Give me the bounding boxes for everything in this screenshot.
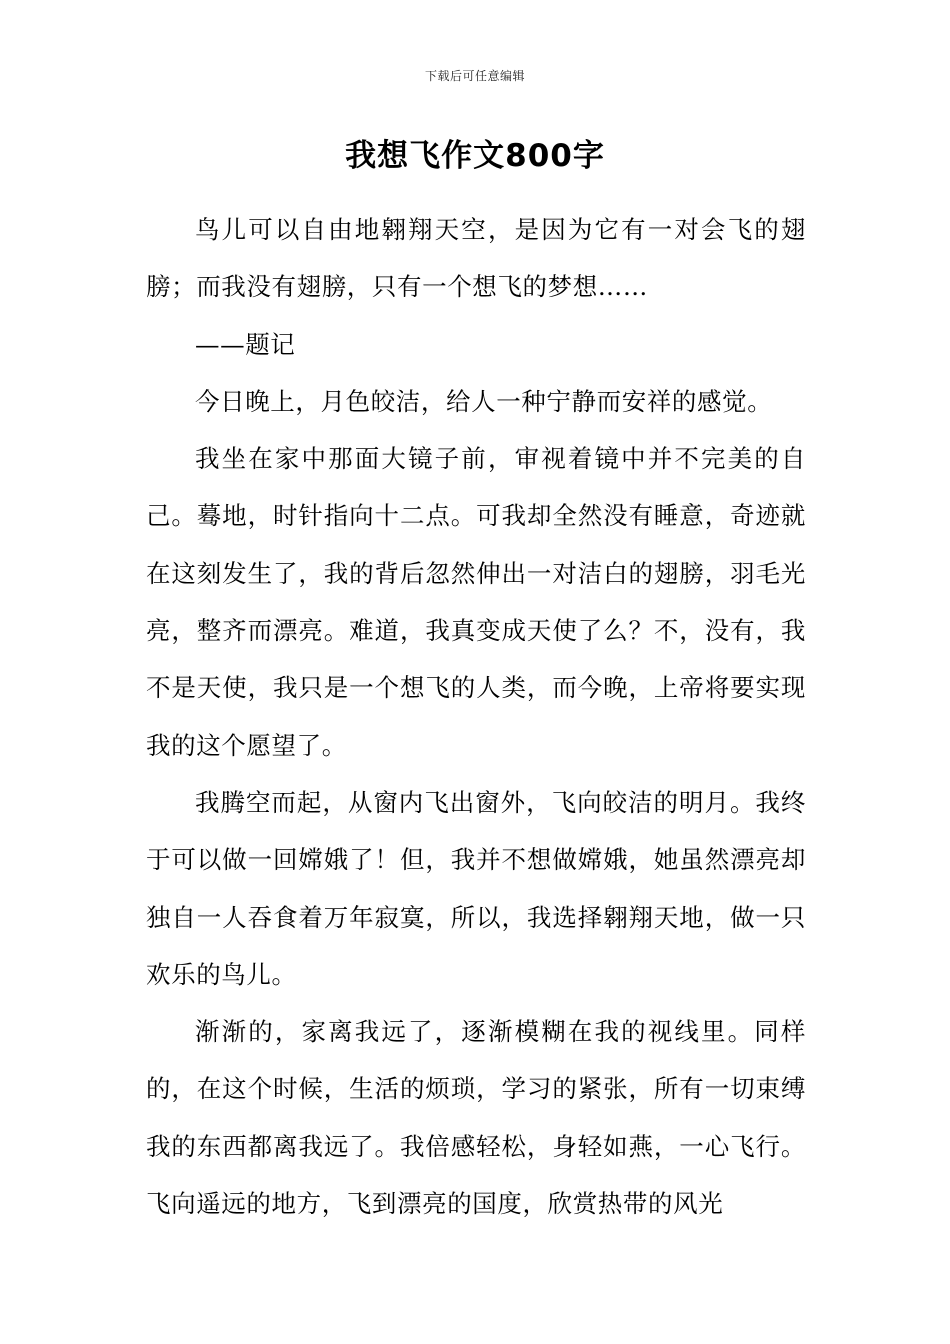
header-note: 下载后可任意编辑 — [424, 69, 525, 83]
paragraph-1: 今日晚上，月色皎洁，给人一种宁静而安祥的感觉。 — [195, 386, 773, 416]
paragraph-epigraph: ——题记 — [195, 329, 296, 359]
paragraph-3: 我腾空而起，从窗内飞出窗外，飞向皎洁的明月。我终于可以做一回嫦娥了！但，我并不想做嫦娥，她虽然漂亮却独自一人吞食着万年寂寞，所以，我选择翱翔天地，做一只欢乐的鸟儿。 — [146, 787, 806, 989]
paragraph-2: 我坐在家中那面大镜子前，审视着镜中并不完美的自己。蓦地，时针指向十二点。可我却全然没有睡意，奇迹就在这刻发生了，我的背后忽然伸出一对洁白的翅膀，羽毛光亮，整齐而漂亮。难道，我真变成天使了么？不，没有，我不是天使，我只是一个想飞的人类，而今晚，上帝将要实现我的这个愿望了。 — [146, 444, 806, 760]
document-body — [146, 201, 806, 1232]
paragraph-intro: 鸟儿可以自由地翱翔天空，是因为它有一对会飞的翅膀；而我没有翅膀，只有一个想飞的梦想…… — [146, 215, 806, 302]
paragraph-4: 渐渐的，家离我远了，逐渐模糊在我的视线里。同样的，在这个时候，生活的烦琐，学习的紧张，所有一切束缚我的东西都离我远了。我倍感轻松，身轻如燕，一心飞行。飞向遥远的地方，飞到漂亮的国度，欣赏热带的风光 — [146, 1017, 806, 1219]
document-title: 我想飞作文800字 — [345, 138, 605, 174]
